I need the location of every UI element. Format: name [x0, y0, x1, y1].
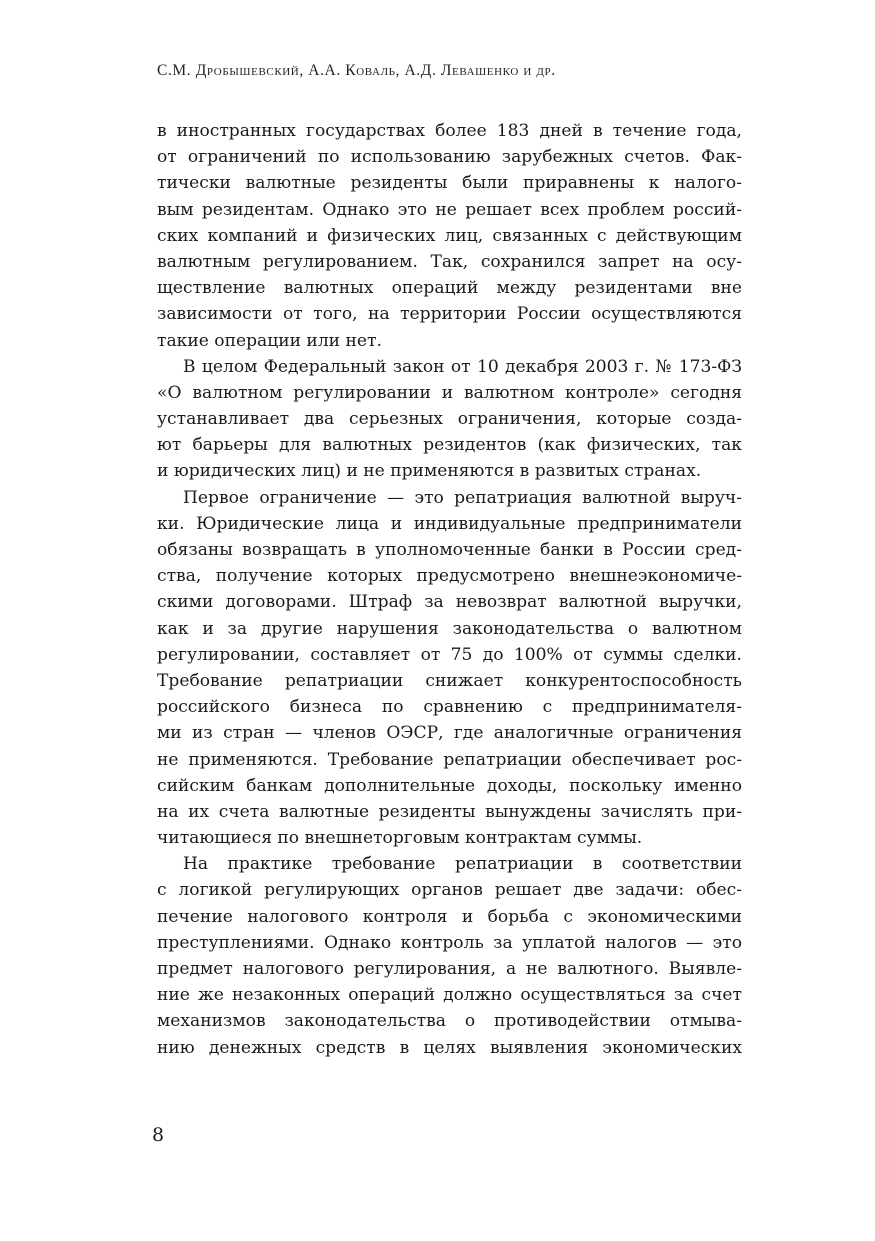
text-line: от ограничений по использованию зарубежных счетов. Фак-: [157, 147, 742, 168]
text-line: ки. Юридические лица и индивидуальные предприниматели: [157, 513, 742, 534]
text-line: на их счета валютные резиденты вынуждены зачислять при-: [157, 801, 742, 822]
text-line: ских компаний и физических лиц, связанных с действующим: [157, 225, 742, 246]
text-line: как и за другие нарушения законодательства о валютном: [157, 618, 742, 639]
text-line: валютным регулированием. Так, сохранился запрет на осу-: [157, 251, 742, 272]
text-line: тически валютные резиденты были приравнены к налого-: [157, 173, 742, 194]
text-line: и юридических лиц) и не применяются в развитых странах.: [157, 461, 702, 482]
text-line: такие операции или нет.: [157, 330, 382, 351]
text-line: скими договорами. Штраф за невозврат валютной выручки,: [157, 592, 742, 613]
text-line: ют барьеры для валютных резидентов (как физических, так: [157, 435, 742, 456]
text-line: обязаны возвращать в уполномоченные банки в России сред-: [157, 540, 742, 560]
text-line: сийским банкам дополнительные доходы, поскольку именно: [157, 775, 742, 796]
text-line: ства, получение которых предусмотрено внешнеэкономиче-: [157, 566, 742, 587]
text-line: не применяются. Требование репатриации обеспечивает рос-: [157, 749, 742, 770]
text-line: в иностранных государствах более 183 дней в течение года,: [157, 121, 742, 141]
text-line: Первое ограничение — это репатриация валютной выруч-: [183, 487, 742, 508]
text-line: преступлениями. Однако контроль за уплатой налогов — это: [157, 932, 742, 953]
text-line: вым резидентам. Однако это не решает всех проблем россий-: [157, 199, 742, 220]
paragraph-4: [157, 851, 742, 1061]
text-line: Требование репатриации снижает конкурентоспособность: [157, 670, 742, 691]
paragraph-2: [157, 354, 742, 485]
text-line: В целом Федеральный закон от 10 декабря 2003 г. № 173-ФЗ: [183, 356, 742, 377]
running-head: С.М. Дробышевский, А.А. Коваль, А.Д. Левашенко и др.: [157, 62, 556, 79]
text-line: печение налогового контроля и борьба с экономическими: [157, 906, 742, 927]
text-line: ми из стран — членов ОЭСР, где аналогичные ограничения: [157, 723, 742, 744]
paragraph-3: [157, 485, 742, 852]
text-line: зависимости от того, на территории России осуществляются: [157, 304, 742, 325]
text-line: механизмов законодательства о противодействии отмыва-: [157, 1011, 742, 1032]
text-line: устанавливает два серьезных ограничения, которые созда-: [157, 409, 742, 430]
text-line: регулировании, составляет от 75 до 100% от суммы сделки.: [157, 644, 742, 665]
text-line: с логикой регулирующих органов решает две задачи: обес-: [157, 880, 742, 901]
text-line: ществление валютных операций между резидентами вне: [157, 278, 742, 299]
text-line: читающиеся по внешнеторговым контрактам суммы.: [157, 828, 643, 849]
paragraph-1: [157, 118, 742, 354]
body-text: [157, 118, 742, 1061]
page-number: 8: [152, 1124, 165, 1146]
text-line: нию денежных средств в целях выявления экономических: [157, 1037, 742, 1058]
text-line: ние же незаконных операций должно осуществляться за счет: [157, 985, 742, 1006]
text-line: российского бизнеса по сравнению с предпринимателя-: [157, 697, 742, 718]
text-line: На практике требование репатриации в соответствии: [183, 854, 742, 875]
text-line: «О валютном регулировании и валютном контроле» сегодня: [157, 382, 742, 403]
text-line: предмет налогового регулирования, а не валютного. Выявле-: [157, 959, 742, 979]
